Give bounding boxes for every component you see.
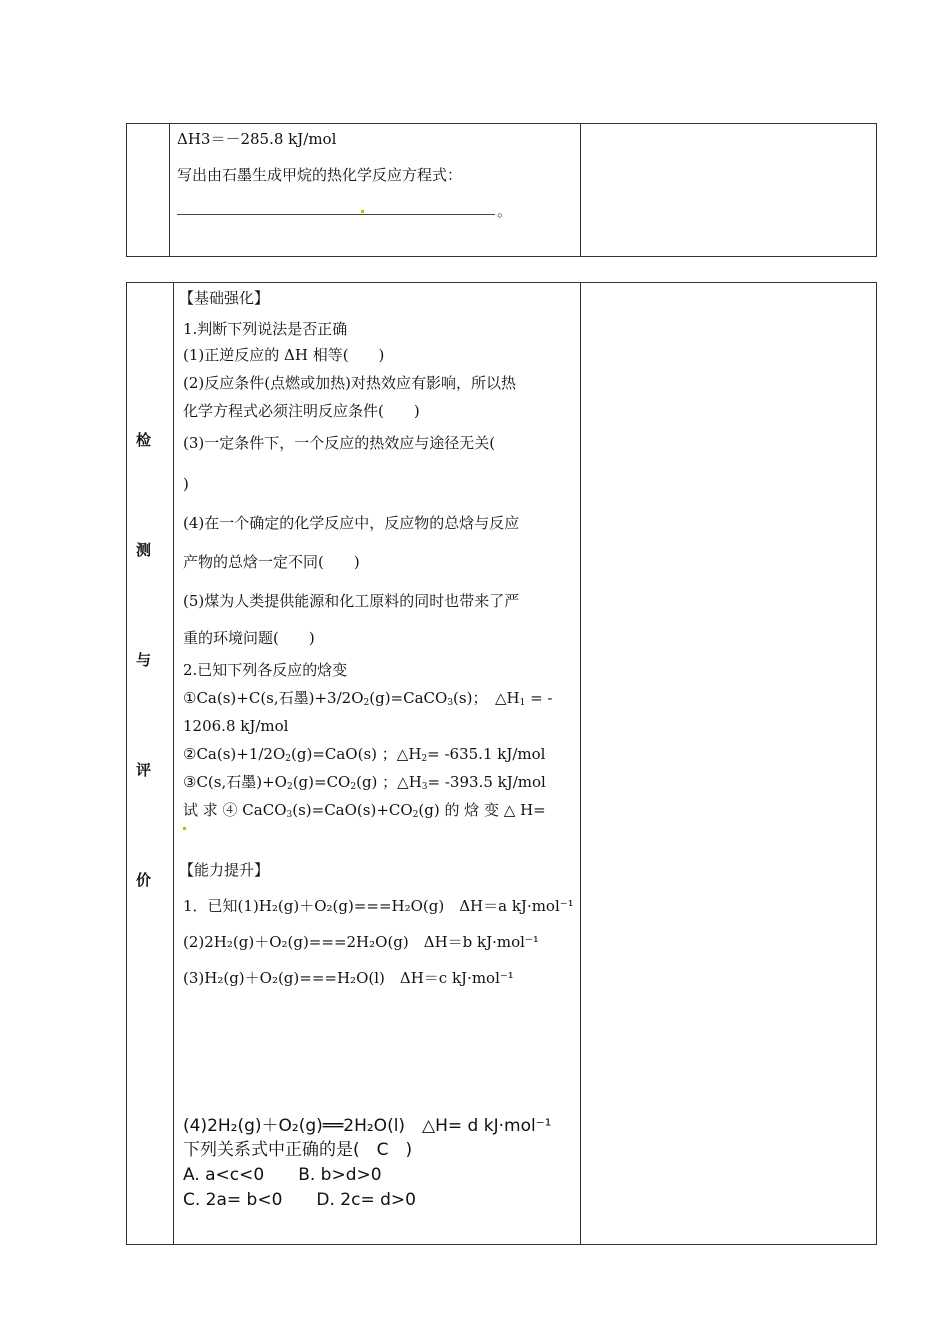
statement-4-line-1: (4)在一个确定的化学反应中，反应物的总焓与反应	[183, 514, 520, 532]
ability-line-3: (3)H₂(g)＋O₂(g)===H₂O(l) ΔH＝c kJ·mol⁻¹	[183, 969, 514, 987]
reaction-3: ③C(s,石墨)$+O_2(g)=CO_2(g)$ ；$\triangle H_3= -393.5$ kJ/mol	[183, 773, 546, 792]
answer-blank	[177, 214, 495, 215]
ability-line-1: 1．已知(1)H₂(g)＋O₂(g)===H₂O(g) ΔH＝a kJ·mol⁻¹	[183, 897, 574, 915]
column-divider-right	[580, 283, 581, 1244]
scan-speck	[183, 827, 186, 830]
enthalpy-question: 试 求 ④ $CaCO_3(s)=CaO(s)+CO_2(g)$ 的 焓 变 △ H=	[183, 801, 546, 820]
statement-1: (1)正逆反应的 ΔH 相等( )	[183, 346, 385, 364]
question-1: 1.判断下列说法是否正确	[183, 320, 348, 338]
statement-2-line-2: 化学方程式必须注明反应条件( )	[183, 402, 420, 420]
question-2: 2.已知下列各反应的焓变	[183, 661, 348, 679]
reaction-2: $②Ca(s)+1/2O_2(g)=CaO(s)$ ；$\triangle H_2= -635.1$ kJ/mol	[183, 745, 546, 764]
ability-question: 下列关系式中正确的是( C )	[183, 1140, 413, 1160]
statement-2-line-1: (2)反应条件(点燃或加热)对热效应有影响，所以热	[183, 374, 516, 392]
answer-period: 。	[497, 202, 513, 220]
column-divider-right	[580, 124, 581, 256]
top-table	[126, 123, 877, 257]
scan-speck	[361, 210, 364, 213]
statement-4-line-2: 产物的总焓一定不同( )	[183, 553, 360, 571]
option-a-b: A. a<c<0 B. b>d>0	[183, 1165, 382, 1185]
ability-heading: 【能力提升】	[179, 861, 270, 879]
ability-line-4: (4)2H₂(g)＋O₂(g)══2H₂O(l) △H= d kJ·mol⁻¹	[183, 1116, 552, 1136]
side-label-char-2: 测	[136, 541, 152, 559]
side-label-char-4: 评	[136, 761, 152, 779]
ability-line-2: (2)2H₂(g)＋O₂(g)===2H₂O(g) ΔH＝b kJ·mol⁻¹	[183, 933, 539, 951]
column-divider-left	[173, 283, 174, 1244]
assessment-table	[126, 282, 877, 1245]
statement-3-line-2: )	[183, 475, 189, 493]
option-c-d: C. 2a= b<0 D. 2c= d>0	[183, 1190, 416, 1210]
column-divider-left	[169, 124, 170, 256]
equation-prompt: 写出由石墨生成甲烷的热化学反应方程式：	[177, 166, 463, 184]
side-label-char-5: 价	[136, 871, 152, 889]
basic-heading: 【基础强化】	[179, 289, 270, 307]
statement-3-line-1: (3)一定条件下，一个反应的热效应与途径无关(	[183, 434, 496, 452]
statement-5-line-2: 重的环境问题( )	[183, 629, 315, 647]
statement-5-line-1: (5)煤为人类提供能源和化工原料的同时也带来了严	[183, 592, 520, 610]
side-label-char-3: 与	[136, 651, 152, 669]
reaction-1-line-1: ①Ca(s)+C(s,石墨)$+3/2O_2(g)=CaCO_3(s)$； $\triangle H_1$ = -	[183, 689, 553, 708]
side-label-char-1: 检	[136, 431, 152, 449]
delta-h3-line: ΔH3＝－285.8 kJ/mol	[177, 130, 337, 148]
reaction-1-line-2: 1206.8 kJ/mol	[183, 717, 289, 735]
